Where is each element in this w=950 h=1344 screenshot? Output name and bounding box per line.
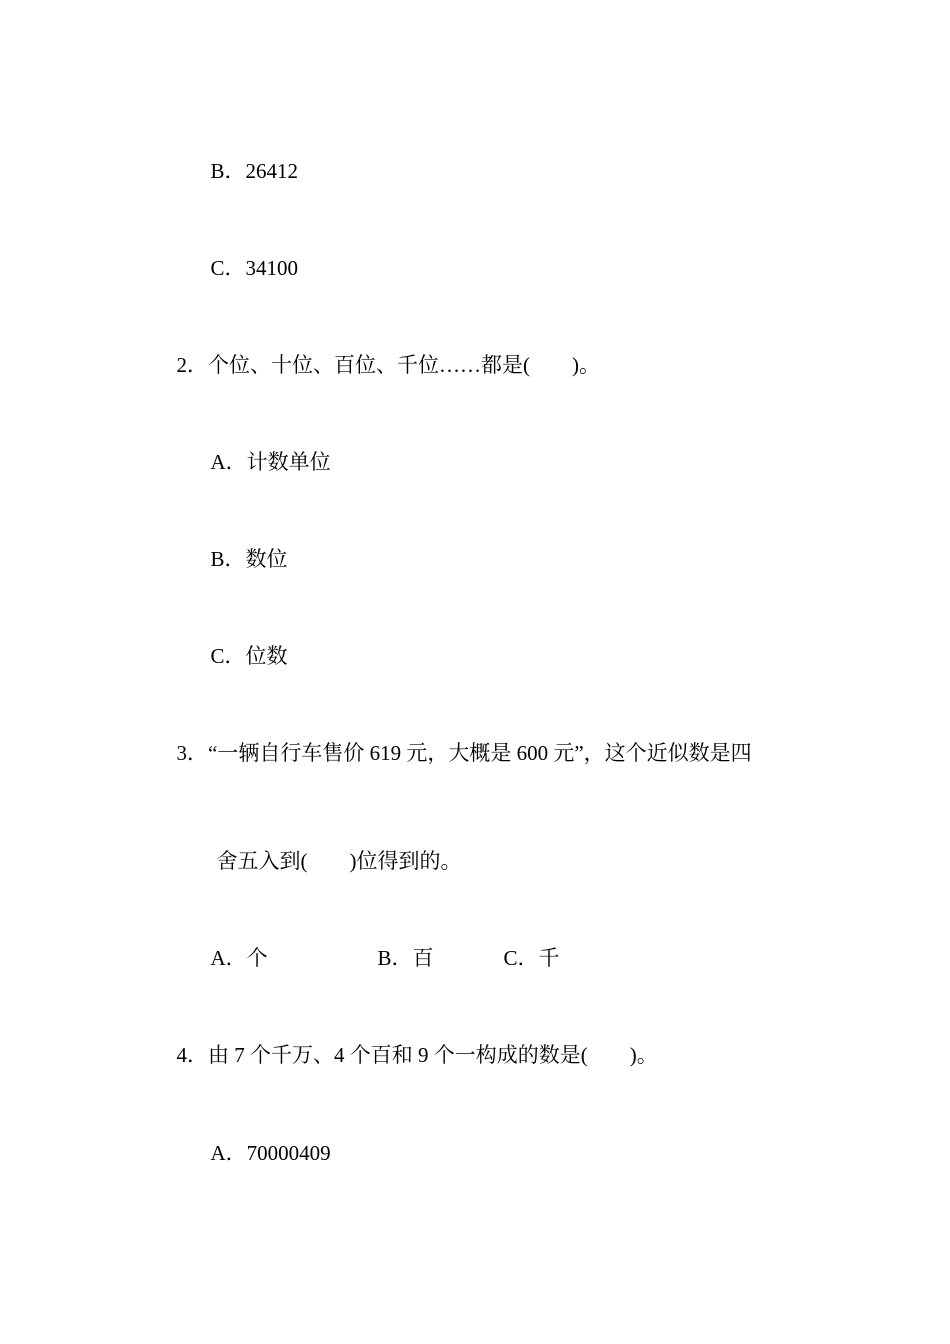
q2-option-b <box>200 528 288 570</box>
option-text: 数位 <box>245 547 288 571</box>
option-text: 千 <box>538 946 560 970</box>
option-letter: B． <box>210 547 246 571</box>
q2-option-a <box>200 431 331 473</box>
question-4 <box>166 1024 658 1066</box>
option-letter: B． <box>210 159 246 183</box>
option-text: 26412 <box>245 159 299 183</box>
option-letter: C． <box>210 256 246 280</box>
question-number: 2． <box>176 353 208 377</box>
option-text: 百 <box>412 946 434 970</box>
q3-option-a <box>200 927 268 969</box>
option-text: 34100 <box>245 256 299 280</box>
q4-option-a <box>200 1122 331 1164</box>
question-number: 3． <box>176 741 208 765</box>
question-stem: 由 7 个千万、4 个百和 9 个一构成的数是( )。 <box>208 1043 658 1067</box>
option-text: 位数 <box>245 644 288 668</box>
option-c <box>200 237 298 279</box>
q2-option-c <box>200 625 288 667</box>
question-2 <box>166 334 600 376</box>
option-letter: C． <box>503 946 539 970</box>
option-letter: C． <box>210 644 246 668</box>
question-stem: 个位、十位、百位、千位……都是( )。 <box>208 353 600 377</box>
option-letter: A． <box>210 1141 247 1165</box>
question-3 <box>166 722 752 764</box>
option-letter: A． <box>210 946 247 970</box>
option-b <box>200 140 298 182</box>
q3-option-c <box>493 927 560 969</box>
q3-option-b <box>367 927 434 969</box>
option-letter: B． <box>377 946 413 970</box>
question-stem-line-2: 舍五入到( )位得到的。 <box>216 849 462 873</box>
option-letter: A． <box>210 450 247 474</box>
question-3-continuation <box>206 830 462 872</box>
question-number: 4． <box>176 1043 208 1067</box>
option-text: 70000409 <box>246 1141 331 1165</box>
option-text: 个 <box>246 946 268 970</box>
question-stem-line-1: “一辆自行车售价 619 元，大概是 600 元”，这个近似数是四 <box>208 741 752 765</box>
option-text: 计数单位 <box>246 450 331 474</box>
